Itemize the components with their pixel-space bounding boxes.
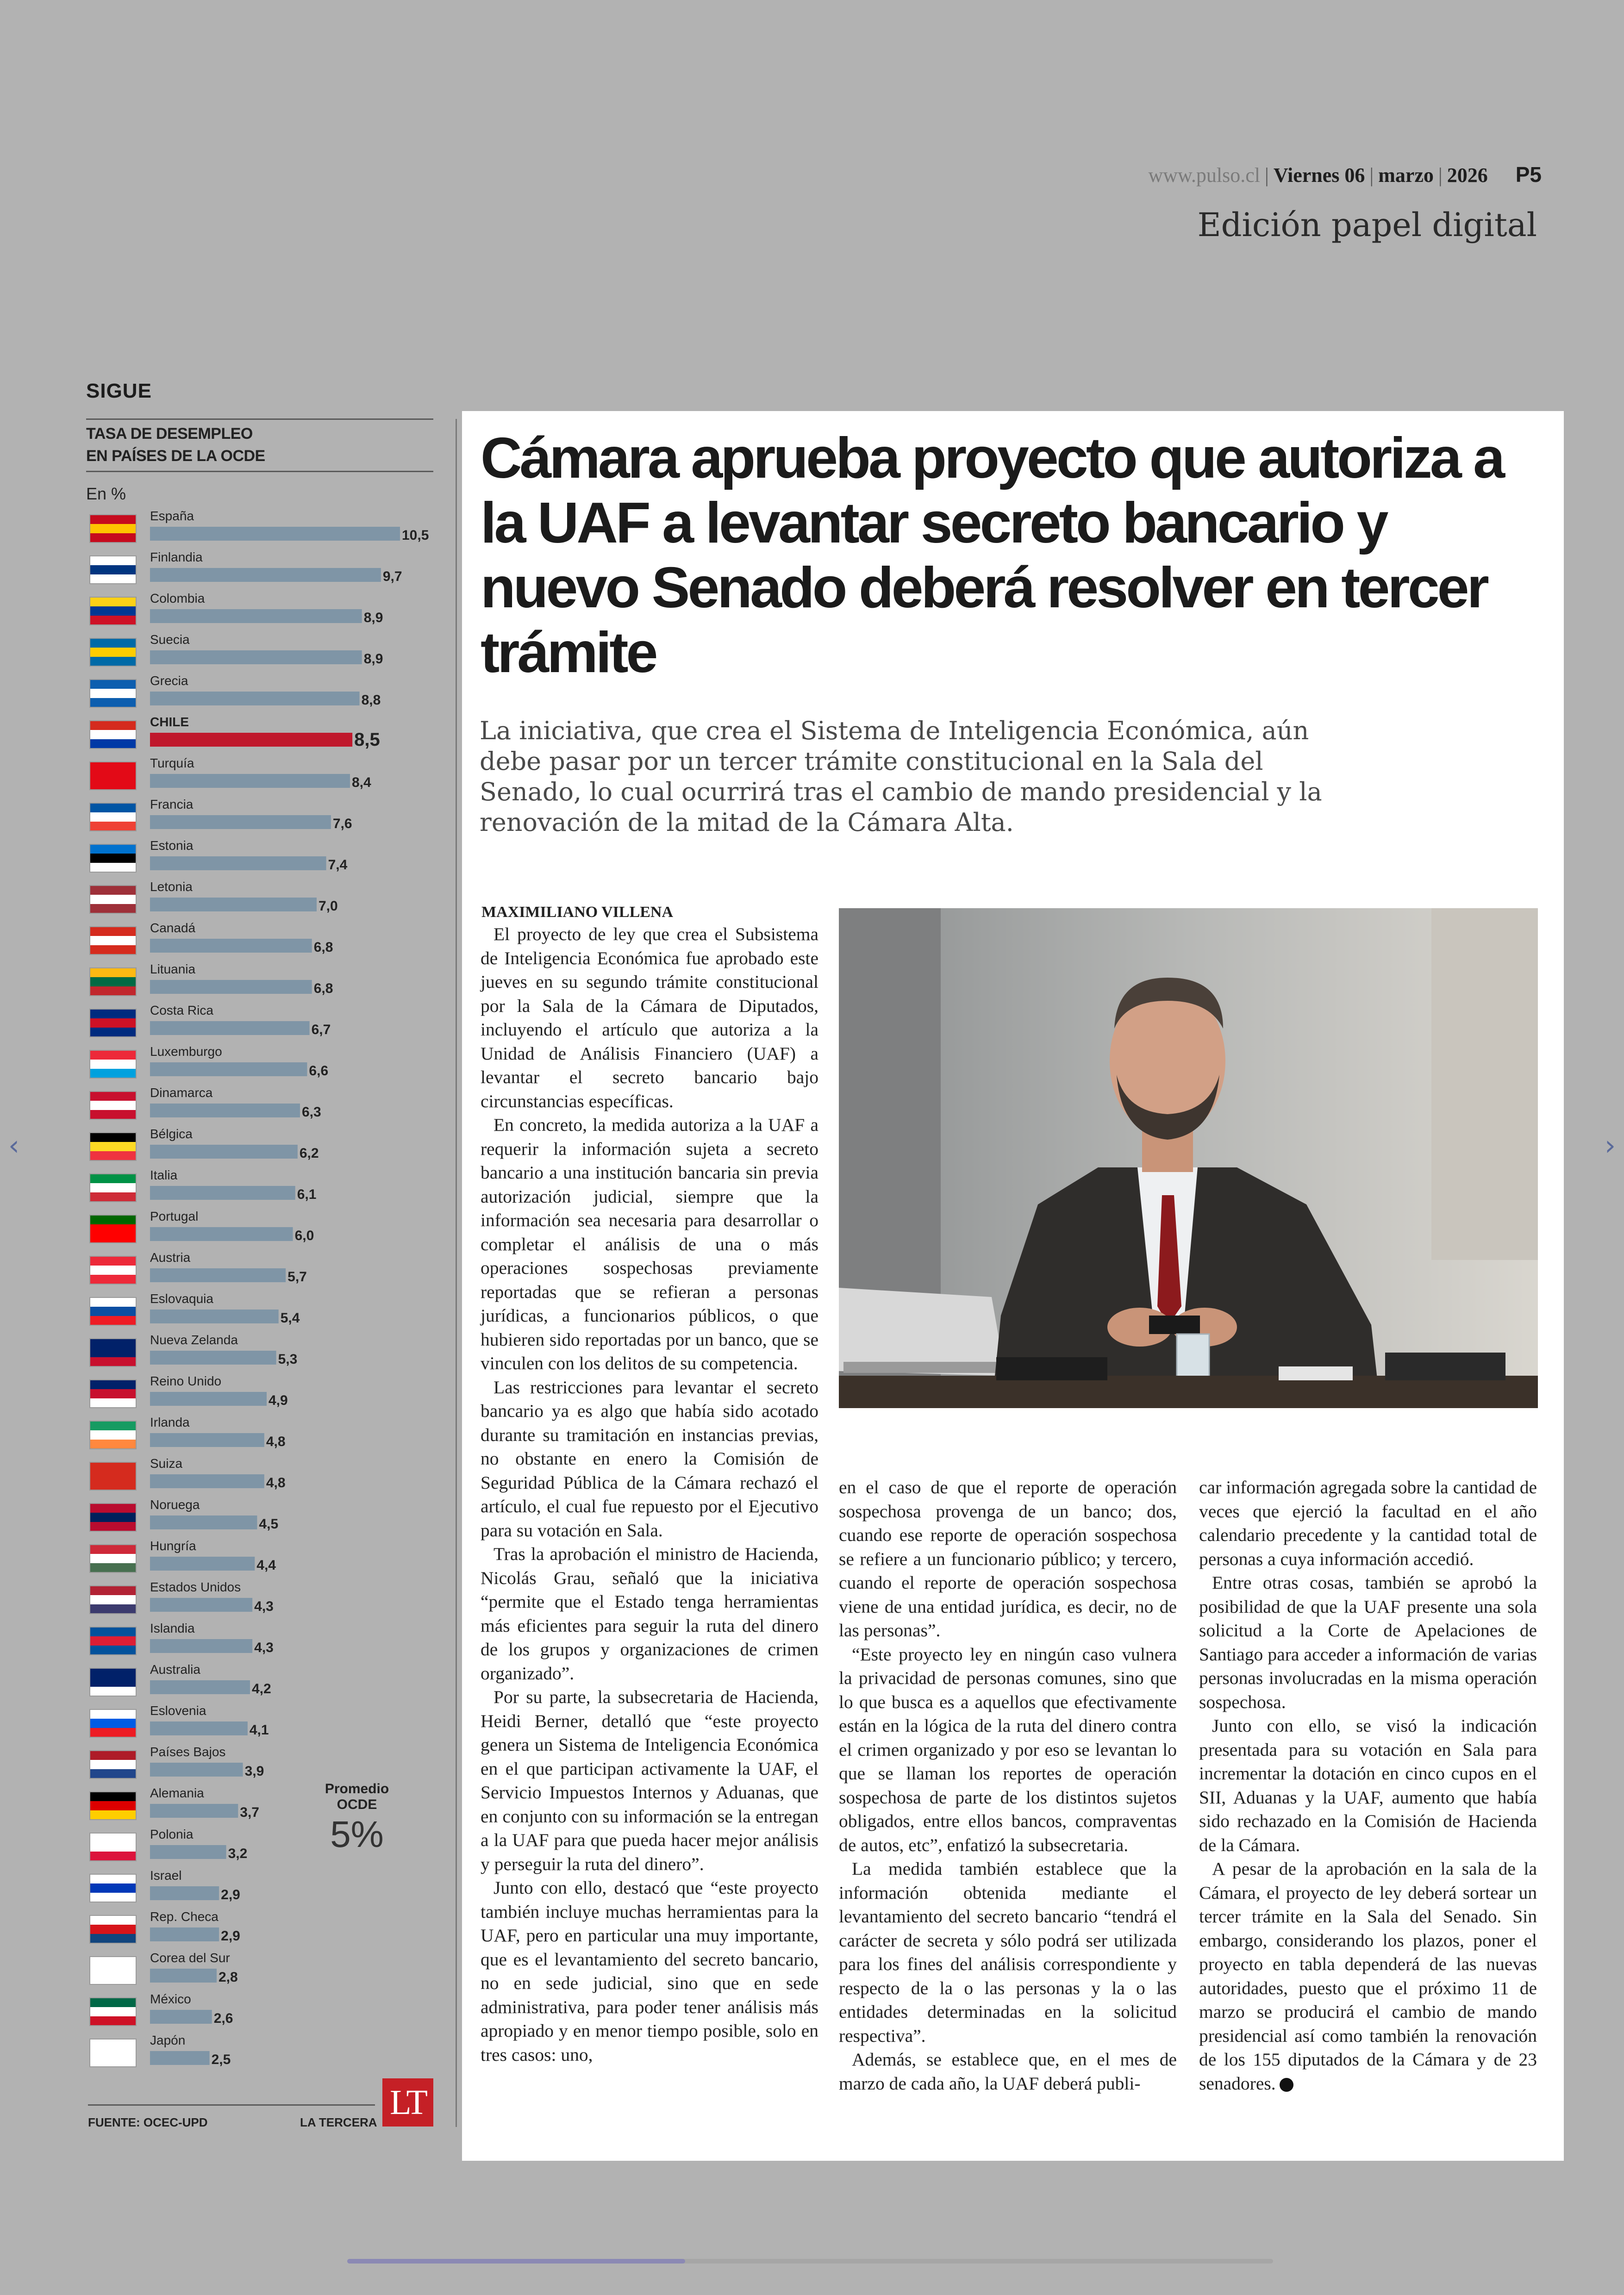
value-label: 3,2: [228, 1846, 248, 1861]
paragraph: En concreto, la medida autoriza a la UAF a requerir la información sujeta a secreto bancario a una institución bancaria sin previa autorización judicial, siempre que la información sea necesaria para desarrollar o completar el análisis de una o más operaciones sospechosas previamente reportadas que se refieran a personas jurídicas, a funcionarios públicos, o que hubieren sido reportadas por un banco, que se vinculen con los delitos de su competencia.: [481, 1115, 818, 1373]
flag-icon: [90, 638, 136, 666]
country-label: Eslovaquia: [150, 1291, 213, 1306]
bar: [150, 692, 360, 705]
edition-label: Edición papel digital: [1197, 206, 1537, 244]
bar: [150, 1598, 252, 1612]
country-label: España: [150, 509, 194, 523]
country-label: Nueva Zelanda: [150, 1333, 238, 1347]
country-label: Colombia: [150, 591, 205, 605]
paragraph: Por su parte, la subsecretaria de Hacienda, Heidi Berner, detalló que “este proyecto genera un Sistema de Inteligencia Económica en el que participan activamente la UAF, el Servicio Impuestos Internos y Aduanas, que en conjunto con su información se la entregan a la UAF para que pueda hacer mejor análisis y perseguir la ruta del dinero”.: [481, 1687, 818, 1874]
flag-icon: [90, 597, 136, 625]
value-label: 2,6: [213, 2011, 233, 2026]
country-label: Turquía: [150, 756, 194, 770]
flag-icon: [90, 1545, 136, 1572]
bar: [150, 1021, 310, 1035]
flag-icon: [90, 762, 136, 790]
bar: [150, 898, 317, 911]
flag-icon: [90, 1133, 136, 1160]
average-label: Promedio: [325, 1781, 389, 1796]
country-label: Hungría: [150, 1539, 196, 1553]
value-label: 4,3: [254, 1599, 274, 1614]
paragraph: Junto con ello, destacó que “este proyecto también incluye muchas herramientas para la UAF, pero en particular una muy importante, que es el levantamiento del secreto bancario, no en sede judicial, sino que en sede administrativa, para poder tener análisis más apropiado y en menor tiempo posible, solo en tres casos: uno,: [481, 1877, 818, 2065]
country-label: Japón: [150, 2033, 186, 2047]
flag-icon: [90, 1174, 136, 1202]
value-label: 8,5: [354, 730, 380, 750]
page-number: P5: [1515, 162, 1542, 187]
bar: [150, 1351, 276, 1365]
bar: [150, 1804, 238, 1818]
bar: [150, 650, 362, 664]
page-scrollbar[interactable]: [347, 2259, 1273, 2264]
unemployment-bar-chart: [86, 509, 438, 2102]
flag-icon: [90, 1297, 136, 1325]
bar: [150, 1515, 257, 1529]
bar: [150, 568, 381, 582]
chart-title-line1: TASA DE DESEMPLEO: [86, 425, 253, 443]
country-label: Francia: [150, 797, 194, 811]
value-label: 4,8: [266, 1434, 286, 1449]
chart-title-line2: EN PAÍSES DE LA OCDE: [86, 447, 265, 465]
article-column-1: [481, 923, 818, 2067]
paragraph: Además, se establece que, en el mes de marzo de cada año, la UAF deberá publi-: [839, 2049, 1177, 2094]
bar: [150, 1680, 250, 1694]
flag-icon: [90, 1792, 136, 1820]
flag-icon: [90, 844, 136, 872]
value-label: 5,3: [278, 1352, 298, 1367]
paragraph: en el caso de que el reporte de operación sospechosa provenga de un banco; dos, cuando ese reporte de operación sospechosa se refiere a un funcionario público; y tercero, cuando el reporte de operación sospechosa viene de una entidad jurídica, es decir, no de las personas”.: [839, 1477, 1177, 1640]
country-label: Grecia: [150, 674, 188, 688]
flag-icon: [90, 927, 136, 954]
country-label: Israel: [150, 1868, 182, 1883]
country-label: Suecia: [150, 632, 190, 647]
column-divider: [456, 419, 457, 2127]
bar: [150, 1062, 307, 1076]
flag-icon: [90, 2039, 136, 2067]
value-label: 4,8: [266, 1475, 286, 1491]
date-month: marzo: [1378, 164, 1434, 187]
country-label: Portugal: [150, 1209, 199, 1223]
average-value: 5%: [330, 1814, 384, 1855]
chart-source: FUENTE: OCEC-UPD: [88, 2115, 208, 2129]
sidebar-infographic: [86, 380, 433, 504]
bar: [150, 1721, 248, 1735]
bar: [150, 1268, 286, 1282]
bar: [150, 2010, 212, 2024]
value-label: 2,9: [221, 1928, 240, 1944]
bar: [150, 1886, 219, 1900]
scrollbar-thumb[interactable]: [347, 2259, 685, 2264]
date-year: 2026: [1447, 164, 1488, 187]
bar: [150, 1927, 219, 1941]
flag-icon: [90, 1998, 136, 2026]
paragraph-last: [1199, 1857, 1537, 2095]
paragraph: Junto con ello, se visó la indicación presentada para su votación en Sala para incrementar la dotación en cinco cupos en el SII, Aduanas y la UAF, aumento que había sido rechazado en la Comisión de Hacienda de la Cámara.: [1199, 1715, 1537, 1855]
value-label: 2,8: [219, 1970, 238, 1985]
value-label: 4,2: [252, 1681, 271, 1696]
value-label: 7,4: [328, 857, 348, 873]
end-of-article-icon: [1280, 2078, 1293, 2092]
country-label: Estonia: [150, 838, 194, 853]
last-paragraph-text: A pesar de la aprobación en la sala de la Cámara, el proyecto de ley deberá sortear un tercer trámite en la Sala del Senado. Sin embargo, considerando los plazos, poner el proyecto en tabla dependerá de las nuevas autoridades, puesto que el próximo 11 de marzo se producirá el cambio de mando presidencial así como también la renovación de los 155 diputados de la Cámara y de 23 senadores.: [1199, 1858, 1537, 2094]
country-label: Finlandia: [150, 550, 203, 564]
bar: [150, 815, 331, 829]
article-panel: [462, 411, 1564, 2161]
country-label: Alemania: [150, 1786, 204, 1800]
bar: [150, 1969, 217, 1983]
flag-icon: [90, 803, 136, 831]
bar: [150, 1433, 264, 1447]
chart-title: [86, 423, 433, 467]
flag-icon: [90, 1256, 136, 1284]
flag-icon: [90, 1050, 136, 1078]
value-label: 7,0: [319, 898, 338, 914]
flag-icon: [90, 1751, 136, 1778]
bar: [150, 1557, 255, 1571]
country-label: Rep. Checa: [150, 1909, 219, 1924]
paragraph: El proyecto de ley que crea el Subsistema de Inteligencia Económica fue aprobado este jueves en su segundo trámite constitucional por la Sala de la Cámara de Diputados, incluyendo el artículo que autoriza a la Unidad de Análisis Financiero (UAF) a levantar el secreto bancario bajo circunstancias específicas.: [481, 924, 818, 1111]
country-label: Reino Unido: [150, 1374, 222, 1388]
bar: [150, 1145, 298, 1159]
flag-icon: [90, 1627, 136, 1655]
flag-icon: [90, 1668, 136, 1696]
section-label: SIGUE: [86, 380, 152, 402]
country-label: Austria: [150, 1250, 191, 1265]
paragraph: Las restricciones para levantar el secreto bancario ya es algo que había sido acotado durante su tramitación en instancias previas, no obstante en enero la Comisión de Seguridad Pública de la Cámara rechazó el artículo, el cual fue repuesto por el Ejecutivo para su votación en Sala.: [481, 1377, 818, 1540]
chart-units: En %: [86, 484, 126, 503]
value-label: 4,3: [254, 1640, 274, 1655]
date-day: Viernes 06: [1273, 164, 1365, 187]
flag-icon: [90, 1339, 136, 1366]
divider: [88, 2104, 375, 2106]
flag-icon: [90, 1709, 136, 1737]
country-label: Bélgica: [150, 1127, 193, 1141]
byline: MAXIMILIANO VILLENA: [481, 904, 674, 921]
flag-icon: [90, 680, 136, 707]
bar: [150, 1763, 243, 1777]
bar: [150, 1104, 300, 1117]
value-label: 9,7: [382, 569, 402, 584]
value-label: 4,9: [269, 1393, 288, 1408]
paragraph: Tras la aprobación el ministro de Hacienda, Nicolás Grau, señaló que la iniciativa “permite que el Estado tenga herramientas más eficientes para seguir la ruta del dinero de los grupos y organizaciones de crimen organizado”.: [481, 1544, 818, 1684]
value-label: 2,5: [211, 2052, 231, 2067]
country-label: Australia: [150, 1662, 200, 1677]
country-label: Eslovenia: [150, 1703, 206, 1718]
country-label: Noruega: [150, 1497, 200, 1512]
flag-icon: [90, 968, 136, 996]
article-photo: [839, 908, 1538, 1408]
paragraph: car información agregada sobre la cantidad de veces que ejerció la facultad en el año calendario precedente y la cantidad total de personas a cuya información accedió.: [1199, 1477, 1537, 1569]
value-label: 6,2: [299, 1146, 319, 1161]
flag-icon: [90, 1091, 136, 1119]
bar: [150, 1392, 267, 1406]
country-label: Luxemburgo: [150, 1044, 222, 1059]
site-url[interactable]: www.pulso.cl: [1148, 164, 1261, 187]
flag-icon: [90, 1009, 136, 1037]
country-label: Canadá: [150, 921, 196, 935]
country-label: Lituania: [150, 962, 196, 976]
bar: [150, 774, 350, 788]
value-label: 5,4: [280, 1310, 300, 1326]
flag-icon: [90, 1421, 136, 1449]
flag-icon: [90, 886, 136, 913]
value-label: 7,6: [332, 816, 352, 831]
flag-icon: [90, 721, 136, 748]
value-label: 8,9: [363, 610, 383, 625]
average-label: OCDE: [337, 1797, 377, 1812]
value-label: 4,5: [259, 1516, 279, 1532]
value-label: 4,4: [256, 1558, 276, 1573]
value-label: 6,0: [294, 1228, 314, 1243]
masthead: www.pulso.cl | Viernes 06 | marzo | 2026 P5: [1148, 162, 1542, 187]
value-label: 8,8: [361, 692, 381, 708]
bar: [150, 939, 312, 953]
bar: [150, 609, 362, 623]
flag-icon: [90, 1215, 136, 1243]
country-label: Letonia: [150, 879, 193, 894]
flag-icon: [90, 1874, 136, 1902]
value-label: 6,8: [313, 981, 333, 996]
value-label: 6,3: [302, 1104, 321, 1120]
flag-icon: [90, 515, 136, 543]
next-page-icon[interactable]: ›: [1605, 1129, 1616, 1162]
country-label: CHILE: [150, 715, 189, 729]
value-label: 6,8: [313, 940, 333, 955]
value-label: 3,9: [244, 1764, 264, 1779]
value-label: 8,4: [352, 775, 371, 790]
flag-icon: [90, 1915, 136, 1943]
paragraph: La medida también establece que la información obtenida mediante el levantamiento del secreto bancario “tendrá el carácter de secreta y sólo podrá ser utilizada para los fines del análisis correspondiente y respecto de la o las personas y la o las entidades determinadas en la solicitud respectiva”.: [839, 1858, 1177, 2046]
value-label: 2,9: [221, 1887, 240, 1902]
photo-man-at-desk: [839, 908, 1538, 1408]
country-label: Corea del Sur: [150, 1951, 230, 1965]
flag-icon: [90, 1380, 136, 1408]
value-label: 6,1: [297, 1187, 317, 1202]
country-label: Islandia: [150, 1621, 195, 1635]
value-label: 5,7: [287, 1269, 307, 1285]
country-label: Suiza: [150, 1456, 183, 1471]
paragraph: Entre otras cosas, también se aprobó la posibilidad de que la UAF presente una sola solicitud a la Corte de Apelaciones de Santiago para acceder a información de varias personas involucradas en la misma operación sospechosa.: [1199, 1572, 1537, 1712]
value-label: 6,6: [309, 1063, 329, 1079]
value-label: 3,7: [240, 1805, 260, 1820]
bar: [150, 2051, 210, 2065]
flag-icon: [90, 556, 136, 584]
value-label: 8,9: [363, 651, 383, 667]
value-label: 6,7: [311, 1022, 331, 1037]
deck: La iniciativa, que crea el Sistema de Inteligencia Económica, aún debe pasar por un tercer trámite constitucional en la Sala del Senado, lo cual ocurrirá tras el cambio de mando presidencial y la renovación de la mitad de la Cámara Alta.: [480, 716, 1322, 837]
article-column-2: [839, 1476, 1177, 2095]
bar: [150, 1310, 279, 1323]
country-label: Costa Rica: [150, 1003, 213, 1017]
country-label: Países Bajos: [150, 1745, 226, 1759]
country-label: Estados Unidos: [150, 1580, 241, 1594]
bar: [150, 1186, 295, 1200]
la-tercera-logo: LT: [382, 2078, 433, 2127]
brand-name: LA TERCERA: [300, 2115, 377, 2129]
flag-icon: [90, 1462, 136, 1490]
bar: [150, 1845, 226, 1859]
paragraph: “Este proyecto ley en ningún caso vulnera la privacidad de personas comunes, sino que lo que busca es a aquellos que efectivamente están en la lógica de la ruta del dinero contra el crimen organizado y por eso se levantan lo que se llaman los reportes de operación sospechosa de parte de los distintos sujetos obligados, entre ellos bancos, compraventas de autos, etc”, enfatizó la subsecretaria.: [839, 1644, 1177, 1855]
bar: [150, 1639, 252, 1653]
bar: [150, 1227, 293, 1241]
bar: [150, 527, 400, 541]
divider: [86, 471, 433, 472]
country-label: México: [150, 1992, 191, 2006]
flag-icon: [90, 1503, 136, 1531]
country-label: Dinamarca: [150, 1085, 213, 1100]
flag-icon: [90, 1586, 136, 1614]
value-label: 4,1: [249, 1722, 269, 1738]
flag-icon: [90, 1833, 136, 1861]
headline: Cámara aprueba proyecto que autoriza a la UAF a levantar secreto bancario y nuevo Senado deberá resolver en tercer trámite: [481, 426, 1503, 685]
country-label: Italia: [150, 1168, 178, 1182]
bar: [150, 856, 326, 870]
article-column-3: [1199, 1476, 1537, 2095]
country-label: Irlanda: [150, 1415, 190, 1429]
bar: [150, 1474, 264, 1488]
flag-icon: [90, 1957, 136, 1984]
value-label: 10,5: [402, 528, 429, 543]
bar: [150, 733, 352, 747]
country-label: Polonia: [150, 1827, 194, 1841]
bar: [150, 980, 312, 994]
previous-page-icon[interactable]: ‹: [8, 1129, 19, 1162]
divider: [86, 418, 433, 420]
